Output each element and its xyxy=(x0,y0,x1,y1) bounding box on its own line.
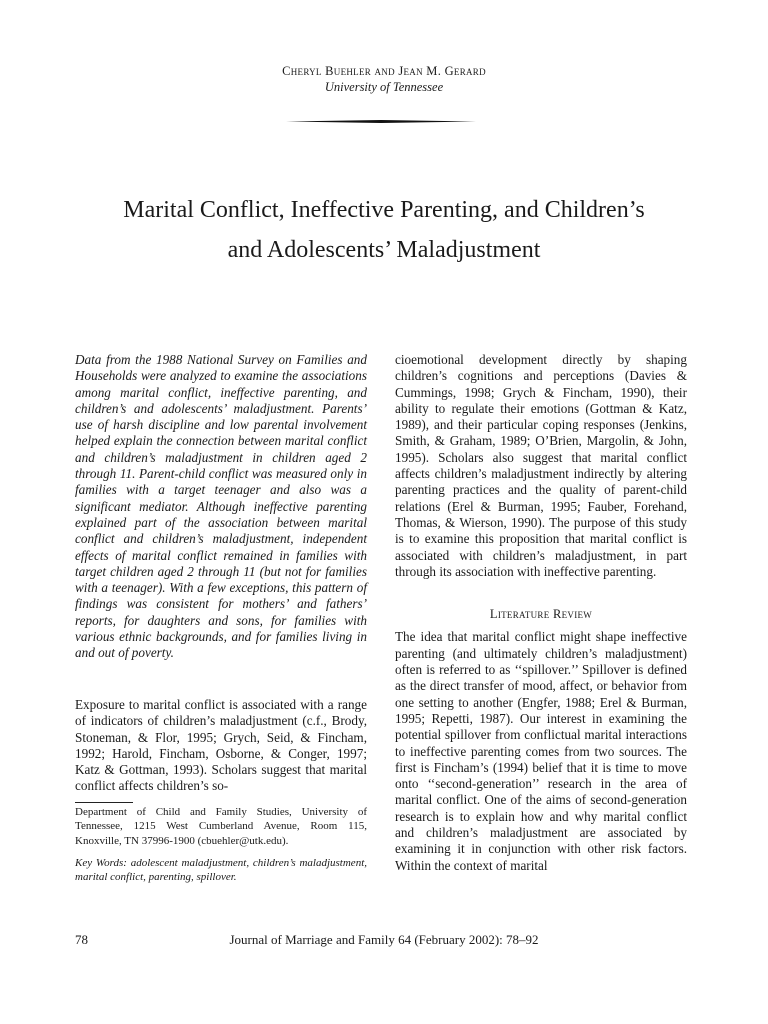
author-affiliation: University of Tennessee xyxy=(324,80,444,94)
article-title xyxy=(40,190,728,270)
keywords: Key Words: adolescent maladjustment, children’s maladjustment, marital conflict, parenting, spillover. xyxy=(75,857,367,884)
intro-text: Exposure to marital conflict is associated with a range of indicators of children’s maladjustment (c.f., Brody, Stoneman, & Flor, 1995; Grych, Seid, & Fincham, 1992; Harold, Fincham, Osborne, & Conger, 1997; Katz & Gottman, 1993). Scholars suggest that marital conflict affects children’s so- xyxy=(75,697,367,794)
left-column xyxy=(75,352,367,662)
section-heading: Literature Review xyxy=(489,607,593,622)
title-line-2: and Adolescents’ Maladjustment xyxy=(227,237,541,263)
decorative-rule xyxy=(286,120,476,123)
author-footnote: Department of Child and Family Studies, University of Tennessee, 1215 West Cumberland Avenue, Room 115, Knoxville, TN 37996-1900 (cbuehler@utk.edu). xyxy=(75,806,367,847)
title-line-1: Marital Conflict, Ineffective Parenting, and Children’s xyxy=(123,197,645,223)
abstract: Data from the 1988 National Survey on Families and Households were analyzed to examine the associations among marital conflict, ineffective parenting, and children’s and adolescents’ maladjustment. Parents’ use of harsh discipline and low parental involvement helped explain the connection between marital conflict and children’s maladjustment in children aged 2 through 11. Parent-child conflict was measured only in families with a target teenager and also was a significant mediator. Although ineffective parenting explained part of the association between marital conflict and children’s maladjustment, independent effects of marital conflict remained in families with target children aged 2 through 11 (but not for families with a teenager). With a few exceptions, this pattern of findings was consistent for mothers’ and fathers’ reports, for daughters and sons, for families with various ethnic backgrounds, and for families living in and out of poverty. xyxy=(75,352,367,661)
section-body: The idea that marital conflict might shape ineffective parenting (and ultimately children’s maladjustment) often is referred to as ‘‘spillover.’’ Spillover is defined as the direct transfer of mood, affect, or behavior from one setting to another (Engfer, 1988; Erel & Burman, 1995; Repetti, 1987). Our interest in examining the potential spillover from conflictual marital interactions to ineffective parenting comes from two sources. The first is Fincham’s (1994) belief that it is time to move onto ‘‘second-generation’’ research in the area of marital conflict. One of the aims of second-generation research is to explain how and why marital conflict and children’s maladjustment are associated by examining it in conjunction with other risk factors. Within the context of marital xyxy=(395,629,687,873)
right-column xyxy=(395,352,687,874)
journal-citation: Journal of Marriage and Family 64 (February 2002): 78–92 xyxy=(229,932,539,947)
intro-paragraph xyxy=(75,697,367,795)
continuation-text: cioemotional development directly by shaping children’s cognitions and perceptions (Davies & Cummings, 1998; Grych & Fincham, 1990), their ability to regulate their emotions (Gottman & Katz, 1989), and their particular coping responses (Jenkins, Smith, & Graham, 1989; O’Brien, Margolin, & John, 1995). Scholars also suggest that marital conflict affects children’s maladjustment indirectly by altering parenting practices and the quality of parent-child relations (Erel & Burman, 1995; Fauber, Forehand, Thomas, & Wierson, 1990). The purpose of this study is to examine this proposition that marital conflict is associated with children’s maladjustment, in part through its association with ineffective parenting. xyxy=(395,352,687,579)
page-number: 78 xyxy=(75,932,88,947)
author-names: Cheryl Buehler and Jean M. Gerard xyxy=(282,64,486,78)
footnote-divider xyxy=(75,802,133,803)
